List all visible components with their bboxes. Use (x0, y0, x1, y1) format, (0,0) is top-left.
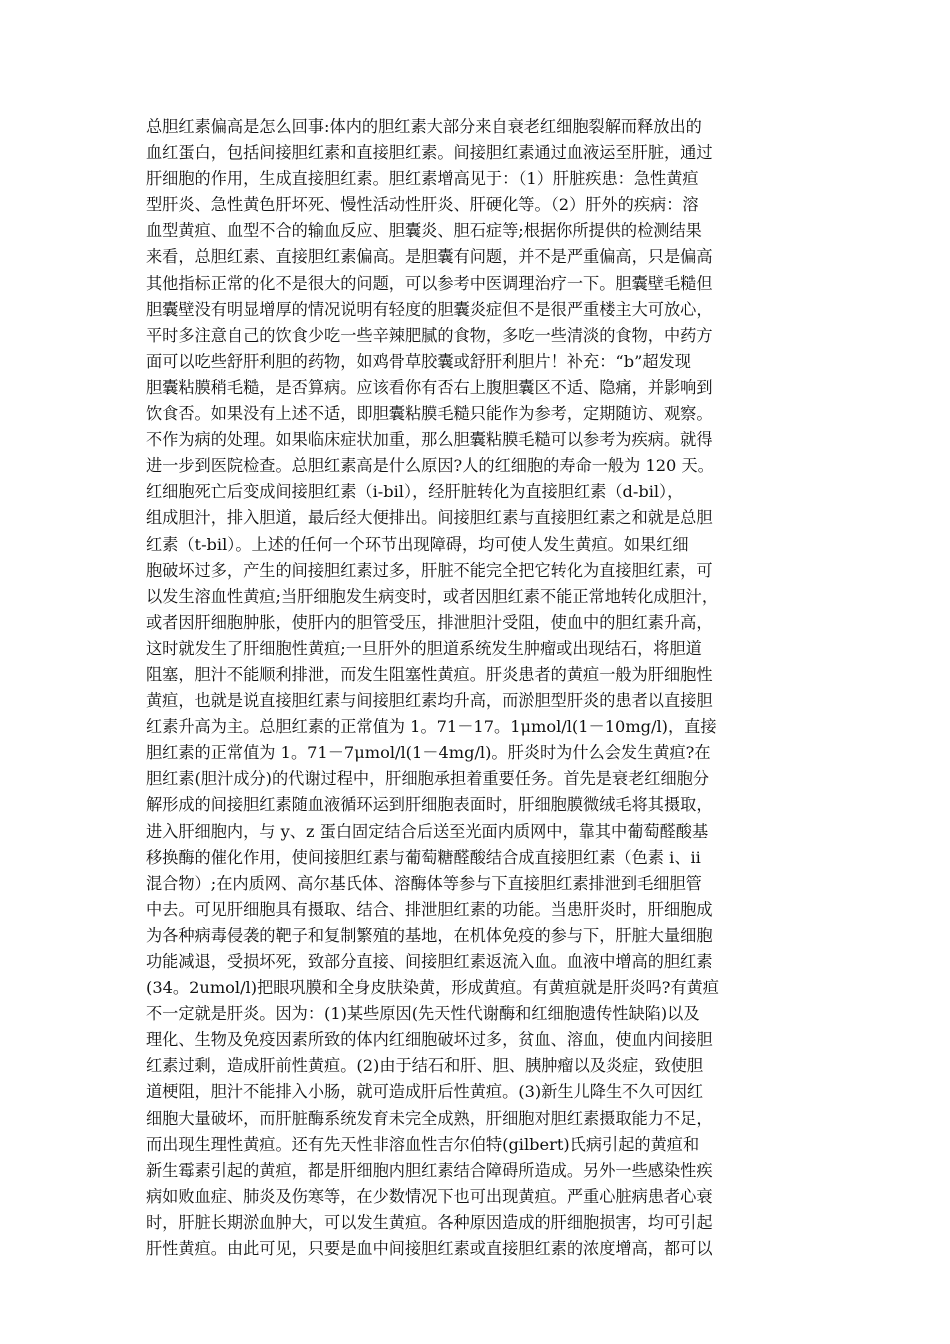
text-line: 而出现生理性黄疸。还有先天性非溶血性吉尔伯特(gilbert)氏病引起的黄疸和 (146, 1134, 700, 1154)
text-line: 道梗阻，胆汁不能排入小肠，就可造成肝后性黄疸。(3)新生儿降生不久可因红 (146, 1082, 704, 1102)
text-line: 红素升高为主。总胆红素的正常值为 1。71－17。1μmol/l(1－10mg/l)，直接 (146, 717, 717, 737)
text-line: 平时多注意自己的饮食少吃一些辛辣肥腻的食物，多吃一些清淡的食物，中药方 (146, 325, 713, 345)
text-line: 胆红素的正常值为 1。71－7μmol/l(1－4mg/l)。肝炎时为什么会发生黄疸?在 (146, 743, 711, 763)
text-line: 组成胆汁，排入胆道，最后经大便排出。间接胆红素与直接胆红素之和就是总胆 (146, 508, 713, 528)
text-line: 红素（t-bil）。上述的任何一个环节出现障碍，均可使人发生黄疸。如果红细 (146, 534, 689, 554)
text-line: 黄疸，也就是说直接胆红素与间接胆红素均升高，而淤胆型肝炎的患者以直接胆 (146, 691, 713, 711)
text-line: 红素过剩，造成肝前性黄疸。(2)由于结石和肝、胆、胰肿瘤以及炎症，致使胆 (146, 1056, 704, 1076)
text-line: 功能减退，受损坏死，致部分直接、间接胆红素返流入血。血液中增高的胆红素 (146, 952, 713, 971)
text-line: 进一步到医院检查。总胆红素高是什么原因?人的红细胞的寿命一般为 120 天。 (146, 456, 714, 476)
text-line: 总胆红素偏高是怎么回事:体内的胆红素大部分来自衰老红细胞裂解而释放出的 (146, 117, 702, 136)
body-text (146, 114, 810, 1262)
text-line: 或者因肝细胞肿胀，使肝内的胆管受压，排泄胆汁受阻，使血中的胆红素升高， (146, 612, 713, 632)
text-line: (34。2umol/l)把眼巩膜和全身皮肤染黄，形成黄疸。有黄疸就是肝炎吗?有黄疸 (146, 978, 719, 998)
text-line: 这时就发生了肝细胞性黄疸;一旦肝外的胆道系统发生肿瘤或出现结石，将胆道 (146, 638, 702, 658)
text-line: 进入肝细胞内，与 y、z 蛋白固定结合后送至光面内质网中，靠其中葡萄醛酸基 (146, 821, 709, 841)
text-line: 血红蛋白，包括间接胆红素和直接胆红素。间接胆红素通过血液运至肝脏，通过 (146, 143, 713, 163)
text-line: 阻塞，胆汁不能顺利排泄，而发生阻塞性黄疸。肝炎患者的黄疸一般为肝细胞性 (146, 664, 713, 684)
text-line: 理化、生物及免疫因素所致的体内红细胞破坏过多，贫血、溶血，使血内间接胆 (146, 1030, 713, 1050)
text-line: 胞破坏过多，产生的间接胆红素过多，肝脏不能完全把它转化为直接胆红素，可 (146, 560, 713, 580)
text-line: 红细胞死亡后变成间接胆红素（i-bil），经肝脏转化为直接胆红素（d-bil）， (146, 482, 684, 502)
text-line: 其他指标正常的化不是很大的问题，可以参考中医调理治疗一下。胆囊壁毛糙但 (146, 273, 713, 293)
text-line: 肝细胞的作用，生成直接胆红素。胆红素增高见于：（1）肝脏疾患：急性黄疸 (146, 169, 699, 189)
text-line: 以发生溶血性黄疸;当肝细胞发生病变时，或者因胆红素不能正常地转化成胆汁， (146, 586, 719, 606)
text-line: 新生霉素引起的黄疸，都是肝细胞内胆红素结合障碍所造成。另外一些感染性疾 (146, 1160, 713, 1180)
text-line: 解形成的间接胆红素随血液循环运到肝细胞表面时，肝细胞膜微绒毛将其摄取， (146, 795, 713, 815)
text-line: 饮食否。如果没有上述不适，即胆囊粘膜毛糙只能作为参考，定期随访、观察。 (146, 404, 713, 424)
text-line: 移换酶的催化作用，使间接胆红素与葡萄糖醛酸结合成直接胆红素（色素 i、ii (146, 847, 701, 867)
text-line: 中去。可见肝细胞具有摄取、结合、排泄胆红素的功能。当患肝炎时，肝细胞成 (146, 899, 713, 919)
text-line: 为各种病毒侵袭的靶子和复制繁殖的基地，在机体免疫的参与下，肝脏大量细胞 (146, 925, 713, 945)
text-line: 血型黄疸、血型不合的输血反应、胆囊炎、胆石症等;根据你所提供的检测结果 (146, 221, 702, 241)
text-line: 细胞大量破坏，而肝脏酶系统发育未完全成熟，肝细胞对胆红素摄取能力不足， (146, 1108, 713, 1128)
text-line: 肝性黄疸。由此可见，只要是血中间接胆红素或直接胆红素的浓度增高，都可以 (146, 1239, 713, 1259)
text-line: 胆红素(胆汁成分)的代谢过程中，肝细胞承担着重要任务。首先是衰老红细胞分 (146, 769, 710, 789)
text-line: 胆囊壁没有明显增厚的情况说明有轻度的胆囊炎症但不是很严重楼主大可放心， (146, 299, 713, 319)
text-line: 时，肝脏长期淤血肿大，可以发生黄疸。各种原因造成的肝细胞损害，均可引起 (146, 1212, 713, 1232)
text-line: 面可以吃些舒肝利胆的药物，如鸡骨草胶囊或舒肝利胆片！补充：“b”超发现 (146, 351, 691, 371)
text-line: 不一定就是肝炎。因为：(1)某些原因(先天性代谢酶和红细胞遗传性缺陷)以及 (146, 1004, 700, 1024)
text-line: 胆囊粘膜稍毛糙，是否算病。应该看你有否右上腹胆囊区不适、隐痛，并影响到 (146, 377, 713, 397)
text-line: 病如败血症、肺炎及伤寒等，在少数情况下也可出现黄疸。严重心脏病患者心衰 (146, 1186, 713, 1206)
text-line: 型肝炎、急性黄色肝坏死、慢性活动性肝炎、肝硬化等。（2）肝外的疾病：溶 (146, 195, 699, 215)
text-line: 来看，总胆红素、直接胆红素偏高。是胆囊有问题，并不是严重偏高，只是偏高 (146, 247, 713, 267)
text-line: 混合物）;在内质网、高尔基氏体、溶酶体等参与下直接胆红素排泄到毛细胆管 (146, 873, 702, 893)
text-line: 不作为病的处理。如果临床症状加重，那么胆囊粘膜毛糙可以参考为疾病。就得 (146, 430, 713, 450)
